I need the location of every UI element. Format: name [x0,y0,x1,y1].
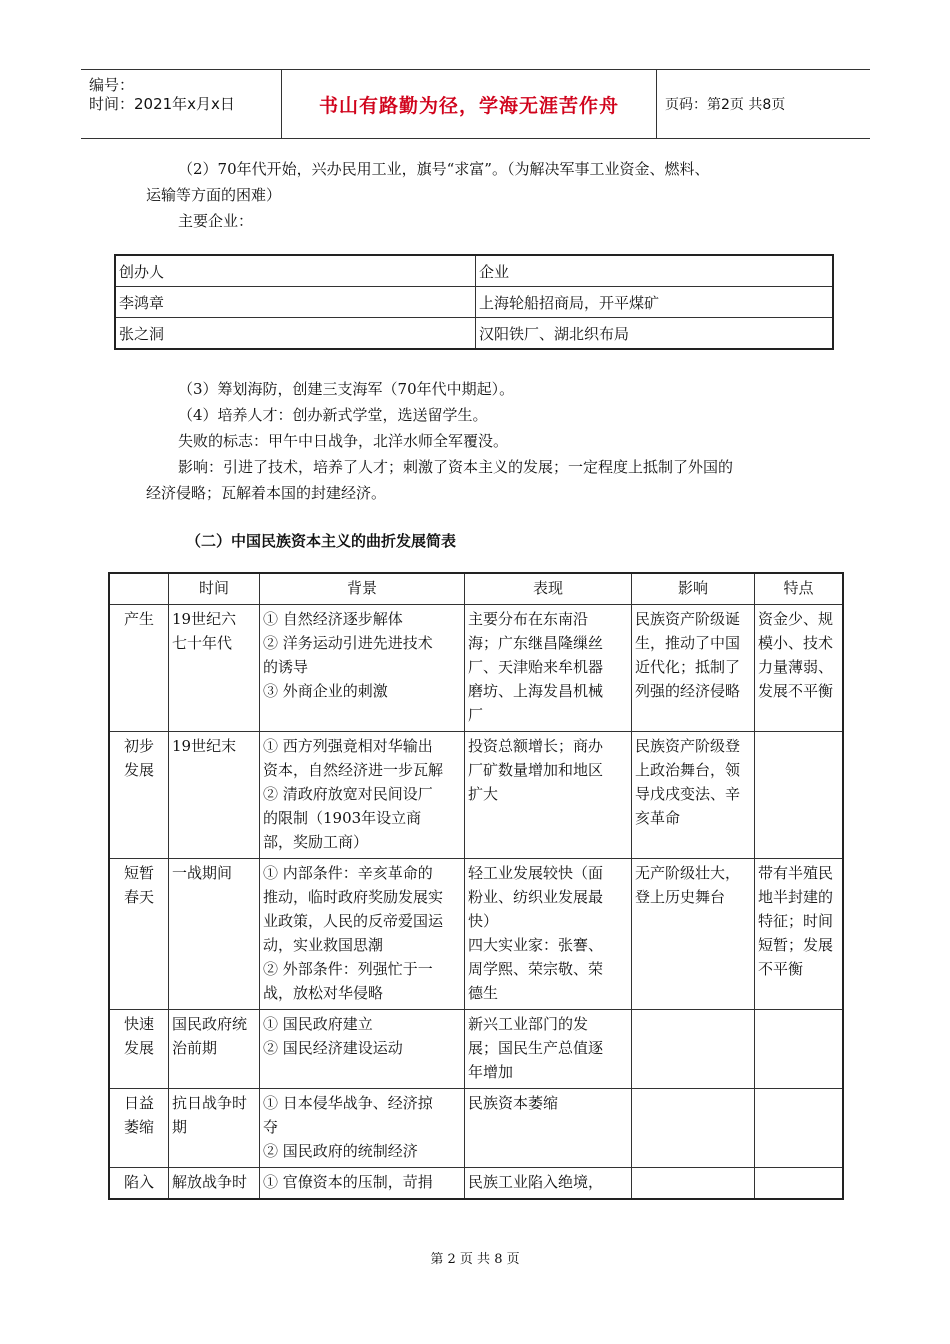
table-row [109,605,843,732]
time-cell: 解放战争时 [169,1168,260,1200]
para-navy: （3）筹划海防，创建三支海军（70年代中期起）。 [178,380,515,398]
header-cell: 背景 [260,573,465,605]
para-impact-1: 影响：引进了技术，培养了人才；刺激了资本主义的发展；一定程度上抵制了外国的 [178,458,734,476]
table-row [115,318,833,350]
table-row [109,1010,843,1089]
performance-cell: 主要分布在东南沿 海；广东继昌隆缫丝 厂、天津贻来牟机器 磨坊、上海发昌机械 厂 [465,605,632,732]
stage-cell: 日益 萎缩 [109,1089,169,1168]
background-cell: ① 自然经济逐步解体 ② 洋务运动引进先进技术 的诱导 ③ 外商企业的刺激 [260,605,465,732]
stage-cell: 快速 发展 [109,1010,169,1089]
stage-cell: 短暂 春天 [109,859,169,1010]
stage-cell: 陷入 [109,1168,169,1200]
feature-cell [755,1168,844,1200]
table-row [109,1168,843,1200]
table-row [115,287,833,318]
impact-cell [632,1089,755,1168]
date-line: 时间：2021年x月x日 [89,95,235,113]
stage-cell: 产生 [109,605,169,732]
capitalism-development-table [108,572,844,1200]
header-cell: 影响 [632,573,755,605]
background-cell: ① 官僚资本的压制，苛捐 [260,1168,465,1200]
section-title: （二）中国民族资本主义的曲折发展简表 [186,532,457,550]
table-row [109,1089,843,1168]
page-header [81,69,870,139]
feature-cell [755,732,844,859]
feature-cell [755,1010,844,1089]
header-cell [109,573,169,605]
para-talent: （4）培养人才：创办新式学堂，选送留学生。 [178,406,488,424]
impact-cell: 无产阶级壮大， 登上历史舞台 [632,859,755,1010]
feature-cell: 带有半殖民 地半封建的 特征；时间 短暂；发展 不平衡 [755,859,844,1010]
background-cell: ① 日本侵华战争、经济掠 夺 ② 国民政府的统制经济 [260,1089,465,1168]
header-cell: 时间 [169,573,260,605]
performance-cell: 投资总额增长；商办 厂矿数量增加和地区 扩大 [465,732,632,859]
table-cell: 上海轮船招商局，开平煤矿 [476,287,834,318]
table-row [109,732,843,859]
table-header-row [115,255,833,287]
header-cell: 创办人 [115,255,476,287]
number-label: 编号： [89,76,135,94]
header-cell: 企业 [476,255,834,287]
time-cell: 国民政府统 治前期 [169,1010,260,1089]
table-cell: 汉阳铁厂、湖北织布局 [476,318,834,350]
enterprises-table [114,254,834,350]
main-enterprises-label: 主要企业： [178,212,254,230]
performance-cell: 民族资本萎缩 [465,1089,632,1168]
background-cell: ① 国民政府建立 ② 国民经济建设运动 [260,1010,465,1089]
para-impact-2: 经济侵略；瓦解着本国的封建经济。 [146,484,387,502]
header-cell: 特点 [755,573,844,605]
table-header-row [109,573,843,605]
para-civil-industry-2: 运输等方面的困难） [146,186,282,204]
stage-cell: 初步 发展 [109,732,169,859]
header-meta [81,70,282,138]
feature-cell [755,1089,844,1168]
header-motto: 书山有路勤为径，学海无涯苦作舟 [282,70,657,138]
background-cell: ① 内部条件：辛亥革命的 推动，临时政府奖励发展实 业政策，人民的反帝爱国运 动，实业救国思潮 ② 外部条件：列强忙于一 战，放松对华侵略 [260,859,465,1010]
time-cell: 19世纪末 [169,732,260,859]
impact-cell: 民族资产阶级诞 生，推动了中国 近代化；抵制了 列强的经济侵略 [632,605,755,732]
table-row [109,859,843,1010]
time-cell: 抗日战争时 期 [169,1089,260,1168]
table-cell: 张之洞 [115,318,476,350]
impact-cell: 民族资产阶级登 上政治舞台，领 导戊戌变法、辛 亥革命 [632,732,755,859]
para-civil-industry-1: （2）70年代开始，兴办民用工业，旗号“求富”。（为解决军事工业资金、燃料、 [178,160,710,178]
feature-cell: 资金少、规 模小、技术 力量薄弱、 发展不平衡 [755,605,844,732]
performance-cell: 民族工业陷入绝境， [465,1168,632,1200]
performance-cell: 轻工业发展较快（面 粉业、纺织业发展最 快） 四大实业家：张謇、 周学熙、荣宗敬、荣 德生 [465,859,632,1010]
para-failure: 失败的标志：甲午中日战争，北洋水师全军覆没。 [178,432,509,450]
header-cell: 表现 [465,573,632,605]
performance-cell: 新兴工业部门的发 展；国民生产总值逐 年增加 [465,1010,632,1089]
page-footer: 第 2 页 共 8 页 [430,1252,520,1267]
impact-cell [632,1168,755,1200]
impact-cell [632,1010,755,1089]
background-cell: ① 西方列强竟相对华输出 资本，自然经济进一步瓦解 ② 清政府放宽对民间设厂 的限制（1903年设立商 部，奖励工商） [260,732,465,859]
time-cell: 一战期间 [169,859,260,1010]
header-page-info: 页码：第2页 共8页 [665,97,786,113]
time-cell: 19世纪六 七十年代 [169,605,260,732]
table-cell: 李鸿章 [115,287,476,318]
